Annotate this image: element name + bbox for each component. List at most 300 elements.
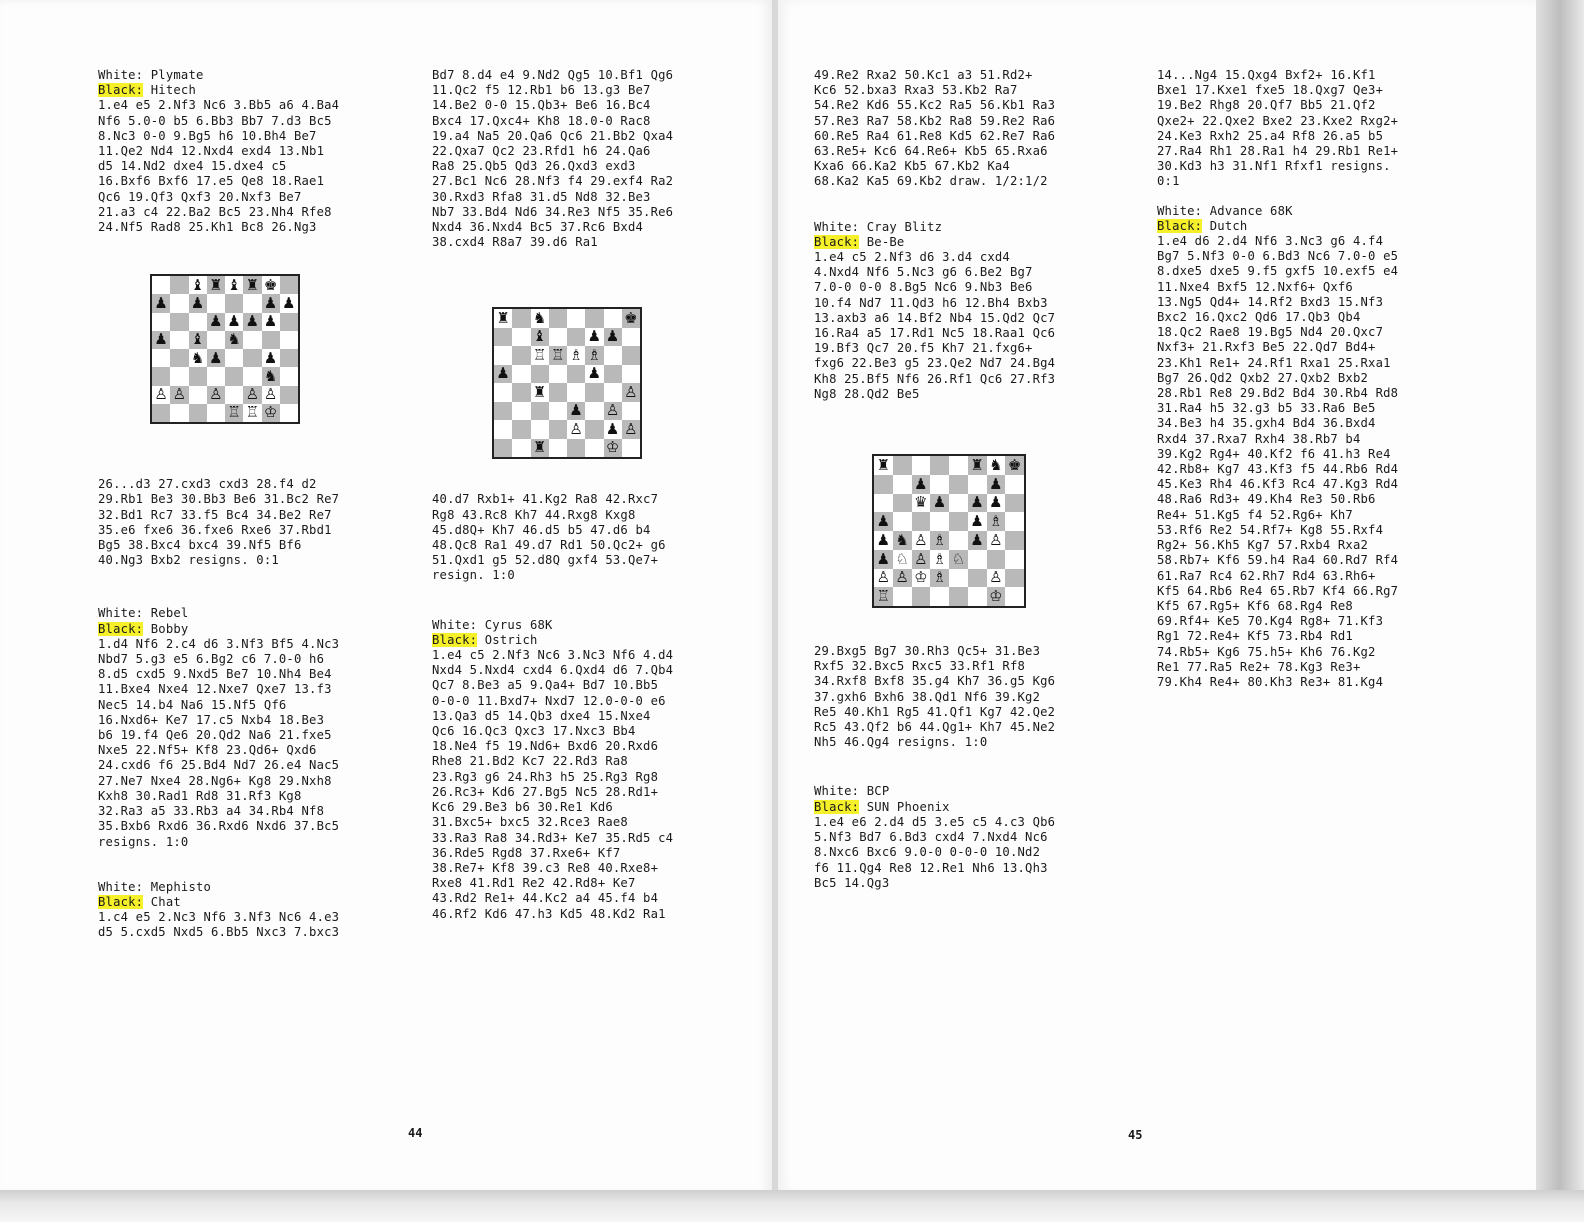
game-advance-dutch	[1157, 204, 1457, 691]
game-continuation: Bd7 8.d4 e4 9.Nd2 Qg5 10.Bf1 Qg6 11.Qc2 f5 12.Rb1 b6 13.g3 Be7 14.Be2 0-0 15.Qb3+ Be6 16.Bc4 Bxc4 17.Qxc4+ Kh8 18.0-0 Rac8 19.a4 Na5 20.Qa6 Qc6 21.Bb2 Qxa4 22.Qxa7 Qc2 23.Rfd1 h6 24.Qa6 Ra8 25.Qb5 Qd3 26.Qxd3 exd3 27.Bc1 Nc6 28.Nf3 f4 29.exf4 Ra2 30.Rxd3 Rfa8 31.d5 Nd8 32.Be3 Nb7 33.Bd4 Nd6 34.Re3 Nf5 35.Re6 Nxd4 36.Nxd4 Bc5 37.Rc6 Bxd4 38.cxd4 R8a7 39.d6 Ra1	[432, 68, 674, 250]
board-square	[604, 309, 622, 328]
board-square	[1005, 550, 1024, 569]
board-square	[225, 294, 243, 312]
board-square	[262, 331, 280, 349]
board-square	[930, 494, 949, 513]
board-square	[604, 346, 622, 365]
chess-piece-icon: ♞	[263, 366, 278, 385]
chess-piece-icon: ♟	[263, 293, 278, 312]
board-square	[170, 404, 188, 422]
board-square	[1005, 569, 1024, 588]
game-cyrus-ostrich	[432, 618, 732, 922]
board-square	[531, 328, 549, 347]
board-square	[893, 475, 912, 494]
chess-piece-icon: ♚	[263, 275, 278, 294]
board-square	[930, 512, 949, 531]
board-square	[280, 349, 298, 367]
chess-piece-icon: ♜	[970, 455, 984, 474]
board-square	[1005, 531, 1024, 550]
board-square	[912, 512, 931, 531]
chess-piece-icon: ♚	[1007, 455, 1022, 474]
board-square	[567, 309, 585, 328]
chess-piece-icon: ♟	[209, 312, 223, 331]
board-square	[874, 512, 893, 531]
chess-piece-icon: ♔	[989, 587, 1003, 606]
board-square	[170, 349, 188, 367]
chess-piece-icon: ♚	[624, 308, 638, 327]
board-square	[987, 569, 1006, 588]
black-player: Dutch	[1202, 218, 1248, 233]
board-square	[549, 383, 567, 402]
board-square	[152, 331, 170, 349]
chess-piece-icon: ♜	[209, 275, 223, 294]
black-player-line	[98, 83, 398, 98]
board-square	[987, 587, 1006, 606]
chess-piece-icon: ♝	[190, 330, 205, 349]
board-square	[512, 439, 530, 458]
board-square	[1005, 512, 1024, 531]
white-player: White: BCP	[814, 784, 890, 799]
black-player-line	[814, 235, 1114, 250]
chess-piece-icon: ♘	[951, 549, 966, 568]
game-continuation: 49.Re2 Rxa2 50.Kc1 a3 51.Rd2+ Kc6 52.bxa3 Rxa3 53.Kb2 Ra7 54.Re2 Kd6 55.Kc2 Ra5 56.Kb1 Ra3 57.Re3 Ra7 58.Kb2 Ra8 59.Re2 Ra6 60.Re5 Ra4 61.Re8 Kd5 62.Re7 Ra6 63.Re5+ Kc6 64.Re6+ Kb5 65.Rxa6 Kxa6 66.Ka2 Kb5 67.Kb2 Ka4 68.Ka2 Ka5 69.Kb2 draw. 1/2:1/2	[814, 68, 1056, 189]
board-square	[930, 456, 949, 475]
white-player: White: Rebel	[98, 606, 189, 621]
board-square	[189, 386, 207, 404]
chess-piece-icon: ♞	[895, 530, 909, 549]
board-square	[549, 420, 567, 439]
chess-piece-icon: ♔	[914, 568, 928, 587]
board-square	[1005, 494, 1024, 513]
board-square	[189, 331, 207, 349]
book-spine	[772, 0, 778, 1200]
chess-piece-icon: ♟	[263, 312, 278, 331]
board-square	[189, 349, 207, 367]
board-square	[262, 294, 280, 312]
chess-piece-icon: ♗	[989, 512, 1003, 531]
board-square	[189, 294, 207, 312]
scan-bottom-shadow	[0, 1190, 1584, 1222]
game-moves: 1.c4 e5 2.Nc3 Nf6 3.Nf3 Nc6 4.e3 d5 5.cxd5 Nxd5 6.Bb5 Nxc3 7.bxc3	[98, 910, 340, 940]
board-square	[893, 531, 912, 550]
board-square	[567, 365, 585, 384]
chess-piece-icon: ♙	[569, 419, 583, 438]
game-continuation: 14...Ng4 15.Qxg4 Bxf2+ 16.Kf1 Bxe1 17.Kxe1 fxe5 18.Qxg7 Qe3+ 19.Be2 Rhg8 20.Qf7 Bb5 21.Qf2 Qxe2+ 22.Qxe2 Bxe2 23.Kxe2 Rxg2+ 24.Ke3 Rxh2 25.a4 Rf8 26.a5 b5 27.Ra4 Rh1 28.Ra1 h4 29.Rb1 Re1+ 30.Kd3 h3 31.Nf1 Rfxf1 resigns. 0:1	[1157, 68, 1399, 189]
black-label: Black:	[98, 83, 144, 98]
board-square	[585, 420, 603, 439]
board-square	[622, 402, 640, 421]
board-square	[225, 404, 243, 422]
board-square	[549, 309, 567, 328]
chess-piece-icon: ♖	[551, 345, 565, 364]
board-square	[531, 383, 549, 402]
board-square	[622, 328, 640, 347]
board-square	[949, 569, 968, 588]
board-square	[243, 276, 261, 294]
chess-piece-icon: ♖	[227, 403, 241, 422]
board-square	[243, 313, 261, 331]
board-square	[604, 420, 622, 439]
board-square	[531, 346, 549, 365]
chess-piece-icon: ♖	[245, 403, 260, 422]
board-square	[567, 439, 585, 458]
board-square	[549, 439, 567, 458]
board-square	[225, 331, 243, 349]
chess-piece-icon: ♟	[605, 327, 620, 346]
board-square	[207, 294, 225, 312]
board-square	[893, 569, 912, 588]
board-square	[207, 276, 225, 294]
white-player: White: Advance 68K	[1157, 203, 1293, 218]
board-square	[567, 383, 585, 402]
board-square	[262, 276, 280, 294]
chess-piece-icon: ♟	[496, 364, 510, 383]
board-square	[494, 365, 512, 384]
black-label: Black:	[814, 234, 860, 249]
chess-piece-icon: ♙	[605, 401, 620, 420]
game-craybliltz-bebe	[814, 220, 1114, 402]
board-square	[262, 349, 280, 367]
chess-piece-icon: ♜	[532, 382, 547, 401]
board-square	[549, 365, 567, 384]
chess-piece-icon: ♟	[605, 419, 620, 438]
board-square	[874, 550, 893, 569]
board-square	[622, 439, 640, 458]
board-square	[531, 402, 549, 421]
board-square	[1005, 456, 1024, 475]
board-square	[930, 569, 949, 588]
board-square	[949, 587, 968, 606]
board-square	[549, 402, 567, 421]
chess-piece-icon: ♟	[970, 493, 984, 512]
board-square	[987, 531, 1006, 550]
chess-piece-icon: ♝	[190, 275, 205, 294]
black-player-line	[1157, 219, 1457, 234]
board-square	[189, 367, 207, 385]
chess-piece-icon: ♔	[263, 403, 278, 422]
board-square	[280, 404, 298, 422]
board-square	[531, 420, 549, 439]
board-square	[494, 328, 512, 347]
white-player: White: Cyrus 68K	[432, 617, 553, 632]
game-moves: 1.e4 d6 2.d4 Nf6 3.Nc3 g6 4.f4 Bg7 5.Nf3 0-0 6.Bd3 Nc6 7.0-0 e5 8.dxe5 dxe5 9.f5 gxf5 10.exf5 e4 11.Nxe4 Bxf5 12.Nxf6+ Qxf6 13.Ng5 Qd4+ 14.Rf2 Bxd3 15.Nf3 Bxc2 16.Qxc2 Qd6 17.Qb3 Qb4 18.Qc2 Rae8 19.Bg5 Nd4 20.Qxc7 Nxf3+ 21.Rxf3 Be5 22.Qd7 Bd4+ 23.Kh1 Re1+ 24.Rf1 Rxa1 25.Rxa1 Bg7 26.Qd2 Qxb2 27.Qxb2 Bxb2 28.Rb1 Re8 29.Bd2 Bd4 30.Rb4 Rd8 31.Ra4 h5 32.g3 b5 33.Ra6 Be5 34.Be3 h4 35.gxh4 Bd4 36.Bxd4 Rxd4 37.Rxa7 Rxh4 38.Rb7 b4 39.Kg2 Rg4+ 40.Kf2 f6 41.h3 Re4 42.Rb8+ Kg7 43.Kf3 f5 44.Rb6 Rd4 45.Ke3 Rh4 46.Kf3 Rc4 47.Kg3 Rd4 48.Ra6 Rd3+ 49.Kh4 Re3 50.Rb6 Re4+ 51.Kg5 f4 52.Rg6+ Kh7 53.Rf6 Re2 54.Rf7+ Kg8 55.Rxf4 Rg2+ 56.Kh5 Kg7 57.Rxb4 Rxa2 58.Rb7+ Kf6 59.h4 Ra4 60.Rd7 Rf4 61.Ra7 Rc4 62.Rh7 Rd4 63.Rh6+ Kf5 64.Rb6 Re4 65.Rb7 Kf4 66.Rg7 Kf5 67.Rg5+ Kf6 68.Rg4 Re8 69.Rf4+ Ke5 70.Kg4 Rg8+ 71.Kf3 Rg1 72.Re4+ Kf5 73.Rb4 Rd1 74.Rb5+ Kg6 75.h5+ Kh6 76.Kg2 Re1 77.Ra5 Re2+ 78.Kg3 Re3+ 79.Kh4 Re4+ 80.Kh3 Re3+ 81.Kg4	[1157, 234, 1399, 689]
chess-piece-icon: ♝	[532, 327, 547, 346]
board-square	[874, 475, 893, 494]
game-rebel-bobby	[98, 606, 398, 849]
board-square	[262, 386, 280, 404]
board-square	[949, 512, 968, 531]
board-square	[567, 328, 585, 347]
black-player: Ostrich	[477, 632, 538, 647]
chess-piece-icon: ♟	[154, 330, 168, 349]
board-square	[874, 531, 893, 550]
board-square	[189, 276, 207, 294]
black-label: Black:	[98, 621, 144, 636]
black-player-line	[814, 800, 1114, 815]
game-plymate-hitech	[98, 68, 398, 235]
board-square	[987, 550, 1006, 569]
chess-piece-icon: ♟	[245, 312, 260, 331]
chess-piece-icon: ♞	[989, 455, 1003, 474]
chess-piece-icon: ♖	[532, 345, 547, 364]
board-square	[968, 587, 987, 606]
board-square	[912, 456, 931, 475]
chess-piece-icon: ♙	[209, 385, 223, 404]
chess-piece-icon: ♙	[245, 385, 260, 404]
board-square	[152, 313, 170, 331]
board-square	[280, 294, 298, 312]
game-bcp-sunphoenix	[814, 784, 1114, 890]
chess-piece-icon: ♙	[914, 530, 928, 549]
chess-piece-icon: ♙	[989, 568, 1003, 587]
black-player-line	[98, 622, 398, 637]
page-edge-shadow	[1536, 0, 1584, 1200]
board-square	[280, 276, 298, 294]
board-square	[968, 531, 987, 550]
board-square	[243, 349, 261, 367]
board-square	[968, 494, 987, 513]
game-moves: 1.e4 e6 2.d4 d5 3.e5 c5 4.c3 Qb6 5.Nf3 Bd7 6.Bd3 cxd4 7.Nxd4 Nc6 8.Nxc6 Bxc6 9.0-0 0-0-0 10.Nd2 f6 11.Qg4 Re8 12.Re1 Nh6 13.Qh3 Bc5 14.Qg3	[814, 814, 1056, 890]
board-square	[494, 420, 512, 439]
black-player: Chat	[143, 894, 181, 909]
chess-piece-icon: ♟	[190, 293, 205, 312]
chess-piece-icon: ♖	[876, 587, 891, 606]
chess-piece-icon: ♟	[876, 512, 891, 531]
game-moves: 1.e4 c5 2.Nf3 d6 3.d4 cxd4 4.Nxd4 Nf6 5.Nc3 g6 6.Be2 Bg7 7.0-0 0-0 8.Bg5 Nc6 9.Nb3 Be6 10.f4 Nd7 11.Qd3 h6 12.Bh4 Bxb3 13.axb3 a6 14.Bf2 Nb4 15.Qd2 Qc7 16.Ra4 a5 17.Rd1 Nc5 18.Raa1 Qc6 19.Bf3 Qc7 20.f5 Kh7 21.fxg6+ fxg6 22.Be3 g5 23.Qe2 Nd7 24.Bg4 Kh8 25.Bf5 Nf6 26.Rf1 Qc6 27.Rf3 Ng8 28.Qd2 Be5	[814, 250, 1056, 401]
board-square	[604, 328, 622, 347]
board-square	[243, 294, 261, 312]
board-square	[893, 587, 912, 606]
board-square	[280, 331, 298, 349]
chess-diagram-3	[872, 454, 1026, 608]
board-square	[622, 365, 640, 384]
board-square	[912, 569, 931, 588]
board-square	[968, 550, 987, 569]
chess-piece-icon: ♟	[587, 364, 602, 383]
board-square	[930, 531, 949, 550]
board-square	[225, 367, 243, 385]
column-1	[98, 68, 398, 941]
chess-piece-icon: ♞	[227, 330, 241, 349]
board-square	[152, 294, 170, 312]
board-square	[494, 383, 512, 402]
board-square	[243, 331, 261, 349]
board-square	[604, 402, 622, 421]
board-square	[512, 383, 530, 402]
board-square	[893, 512, 912, 531]
board-square	[512, 365, 530, 384]
chess-piece-icon: ♜	[532, 438, 547, 457]
board-square	[189, 404, 207, 422]
chess-piece-icon: ♞	[190, 348, 205, 367]
column-4	[1157, 68, 1457, 690]
board-square	[987, 456, 1006, 475]
board-square	[152, 349, 170, 367]
board-square	[949, 475, 968, 494]
white-player: White: Mephisto	[98, 879, 212, 894]
board-square	[585, 402, 603, 421]
board-square	[152, 404, 170, 422]
board-square	[262, 404, 280, 422]
chess-piece-icon: ♟	[263, 348, 278, 367]
board-square	[912, 531, 931, 550]
chess-piece-icon: ♙	[624, 419, 638, 438]
board-square	[207, 367, 225, 385]
board-square	[874, 569, 893, 588]
board-square	[207, 386, 225, 404]
chess-piece-icon: ♙	[989, 530, 1003, 549]
board-square	[152, 386, 170, 404]
board-square	[912, 550, 931, 569]
board-square	[622, 346, 640, 365]
chess-piece-icon: ♘	[895, 549, 909, 568]
game-continuation: 40.d7 Rxb1+ 41.Kg2 Ra8 42.Rxc7 Rg8 43.Rc8 Kh7 44.Rxg8 Kxg8 45.d8Q+ Kh7 46.d5 b5 47.d6 b4 48.Qc8 Ra1 49.d7 Rd1 50.Qc2+ g6 51.Qxd1 g5 52.d8Q gxf4 53.Qe7+ resign. 1:0	[432, 492, 666, 583]
white-player: White: Cray Blitz	[814, 219, 943, 234]
board-square	[152, 276, 170, 294]
board-square	[512, 402, 530, 421]
chess-piece-icon: ♔	[605, 438, 620, 457]
board-square	[912, 475, 931, 494]
chess-piece-icon: ♙	[263, 385, 278, 404]
board-square	[225, 276, 243, 294]
page-number-right: 45	[1128, 1128, 1143, 1142]
black-player-line	[432, 633, 732, 648]
board-square	[262, 367, 280, 385]
chess-piece-icon: ♗	[932, 530, 947, 549]
board-square	[622, 309, 640, 328]
board-square	[531, 365, 549, 384]
board-square	[170, 294, 188, 312]
black-player: Bobby	[143, 621, 189, 636]
board-square	[549, 346, 567, 365]
board-square	[207, 313, 225, 331]
black-player: Hitech	[143, 83, 196, 98]
chess-diagram-2	[492, 307, 642, 459]
board-square	[968, 512, 987, 531]
chess-piece-icon: ♟	[932, 493, 947, 512]
board-square	[549, 328, 567, 347]
board-square	[280, 386, 298, 404]
board-square	[874, 456, 893, 475]
board-square	[170, 331, 188, 349]
board-square	[512, 346, 530, 365]
board-square	[987, 475, 1006, 494]
board-square	[567, 346, 585, 365]
chess-piece-icon: ♟	[914, 474, 928, 493]
board-square	[207, 331, 225, 349]
chess-piece-icon: ♟	[282, 293, 296, 312]
board-square	[152, 367, 170, 385]
chess-piece-icon: ♜	[245, 275, 260, 294]
chess-piece-icon: ♟	[970, 530, 984, 549]
board-square	[930, 550, 949, 569]
game-mephisto-chat	[98, 880, 398, 941]
game-continuation: 26...d3 27.cxd3 cxd3 28.f4 d2 29.Rb1 Be3 30.Bb3 Be6 31.Bc2 Re7 32.Bd1 Rc7 33.f5 Bc4 34.Be2 Re7 35.e6 fxe6 36.fxe6 Rxe6 37.Rbd1 Bg5 38.Bxc4 bxc4 39.Nf5 Bf6 40.Ng3 Bxb2 resigns. 0:1	[98, 477, 340, 568]
board-square	[531, 439, 549, 458]
board-square	[585, 328, 603, 347]
board-square	[622, 383, 640, 402]
page-number-left: 44	[408, 1126, 423, 1140]
board-square	[170, 313, 188, 331]
board-square	[968, 569, 987, 588]
board-square	[893, 494, 912, 513]
board-square	[585, 346, 603, 365]
board-square	[225, 386, 243, 404]
chess-piece-icon: ♗	[587, 345, 602, 364]
board-square	[225, 349, 243, 367]
chess-piece-icon: ♟	[989, 493, 1003, 512]
board-square	[494, 402, 512, 421]
board-square	[207, 404, 225, 422]
black-label: Black:	[1157, 218, 1203, 233]
chess-piece-icon: ♟	[876, 549, 891, 568]
board-square	[893, 456, 912, 475]
board-square	[949, 494, 968, 513]
board-square	[585, 439, 603, 458]
chess-piece-icon: ♙	[154, 385, 168, 404]
chess-piece-icon: ♟	[209, 348, 223, 367]
board-square	[1005, 475, 1024, 494]
game-moves: 1.d4 Nf6 2.c4 d6 3.Nf3 Bf5 4.Nc3 Nbd7 5.g3 e5 6.Bg2 c6 7.0-0 h6 8.d5 cxd5 9.Nxd5 Be7 10.Nh4 Be4 11.Bxe4 Nxe4 12.Nxe7 Qxe7 13.f3 Nec5 14.b4 Na6 15.Nf5 Qf6 16.Nxd6+ Ke7 17.c5 Nxb4 18.Be3 b6 19.f4 Qe6 20.Qd2 Na6 21.fxe5 Nxe5 22.Nf5+ Kf8 23.Qd6+ Qxd6 24.cxd6 f6 25.Bd4 Nd7 26.e4 Nac5 27.Ne7 Nxe4 28.Ng6+ Kg8 29.Nxh8 Kxh8 30.Rad1 Rd8 31.Rf3 Kg8 32.Ra3 a5 33.Rb3 a4 34.Rb4 Nf8 35.Bxb6 Rxd6 36.Rxd6 Nxd6 37.Bc5 resigns. 1:0	[98, 636, 340, 849]
game-continuation: 29.Bxg5 Bg7 30.Rh3 Qc5+ 31.Be3 Rxf5 32.Bxc5 Rxc5 33.Rf1 Rf8 34.Rxf8 Bxf8 35.g4 Kh7 36.g5 Kg6 37.gxh6 Bxh6 38.Qd1 Nf6 39.Kg2 Re5 40.Kh1 Rg5 41.Qf1 Kg7 42.Qe2 Rc5 43.Qf2 b6 44.Qg1+ Kh7 45.Ne2 Nh5 46.Qg4 resigns. 1:0	[814, 644, 1056, 750]
chess-piece-icon: ♝	[227, 275, 241, 294]
board-square	[189, 313, 207, 331]
board-square	[243, 404, 261, 422]
board-square	[531, 309, 549, 328]
chess-piece-icon: ♟	[154, 293, 168, 312]
chess-piece-icon: ♜	[876, 455, 891, 474]
board-square	[512, 309, 530, 328]
chess-piece-icon: ♙	[172, 385, 187, 404]
chess-piece-icon: ♟	[989, 474, 1003, 493]
chess-piece-icon: ♞	[532, 308, 547, 327]
board-square	[494, 439, 512, 458]
board-square	[949, 531, 968, 550]
chess-piece-icon: ♙	[914, 549, 928, 568]
chess-piece-icon: ♟	[587, 327, 602, 346]
board-square	[1005, 587, 1024, 606]
board-square	[243, 386, 261, 404]
game-moves: 1.e4 c5 2.Nf3 Nc6 3.Nc3 Nf6 4.d4 Nxd4 5.Nxd4 cxd4 6.Qxd4 d6 7.Qb4 Qc7 8.Be3 a5 9.Qa4+ Bd7 10.Bb5 0-0-0 11.Bxd7+ Nxd7 12.0-0-0 e6 13.Qa3 d5 14.Qb3 dxe4 15.Nxe4 Qc6 16.Qc3 Qxc3 17.Nxc3 Bb4 18.Ne4 f5 19.Nd6+ Bxd6 20.Rxd6 Rhe8 21.Bd2 Kc7 22.Rd3 Ra8 23.Rg3 g6 24.Rh3 h5 25.Rg3 Rg8 26.Rc3+ Kd6 27.Bg5 Nc5 28.Rd1+ Kc6 29.Be3 b6 30.Re1 Kd6 31.Bxc5+ bxc5 32.Rce3 Rae8 33.Ra3 Ra8 34.Rd3+ Ke7 35.Rd5 c4 36.Rde5 Rgd8 37.Rxe6+ Kf7 38.Re7+ Kf8 39.c3 Re8 40.Rxe8+ Rxe8 41.Rd1 Re2 42.Rd8+ Ke7 43.Rd2 Re1+ 44.Kc2 a4 45.f4 b4 46.Rf2 Kd6 47.h3 Kd5 48.Kd2 Ra1	[432, 648, 674, 921]
board-square	[512, 420, 530, 439]
board-square	[930, 475, 949, 494]
chess-piece-icon: ♟	[876, 530, 891, 549]
board-square	[567, 402, 585, 421]
chess-piece-icon: ♗	[932, 549, 947, 568]
chess-piece-icon: ♜	[496, 308, 510, 327]
board-square	[170, 367, 188, 385]
board-square	[170, 276, 188, 294]
black-label: Black:	[98, 894, 144, 909]
board-square	[987, 512, 1006, 531]
board-square	[207, 349, 225, 367]
chess-piece-icon: ♙	[895, 568, 909, 587]
board-square	[262, 313, 280, 331]
board-square	[930, 587, 949, 606]
board-square	[893, 550, 912, 569]
column-2	[432, 68, 732, 922]
black-player: Be-Be	[859, 234, 905, 249]
board-square	[494, 346, 512, 365]
chess-piece-icon: ♙	[624, 382, 638, 401]
game-moves: 1.e4 e5 2.Nf3 Nc6 3.Bb5 a6 4.Ba4 Nf6 5.0-0 b5 6.Bb3 Bb7 7.d3 Bc5 8.Nc3 0-0 9.Bg5 h6 10.Bh4 Be7 11.Qe2 Nd4 12.Nxd4 exd4 13.Nb1 d5 14.Nd2 dxe4 15.dxe4 c5 16.Bxf6 Bxf6 17.e5 Qe8 18.Rae1 Qc6 19.Qf3 Qxf3 20.Nxf3 Be7 21.a3 c4 22.Ba2 Bc5 23.Nh4 Rfe8 24.Nf5 Rad8 25.Kh1 Bc8 26.Ng3	[98, 98, 340, 235]
black-label: Black:	[814, 799, 860, 814]
board-square	[622, 420, 640, 439]
board-square	[585, 365, 603, 384]
board-square	[280, 367, 298, 385]
chess-piece-icon: ♛	[914, 493, 928, 512]
board-square	[912, 587, 931, 606]
